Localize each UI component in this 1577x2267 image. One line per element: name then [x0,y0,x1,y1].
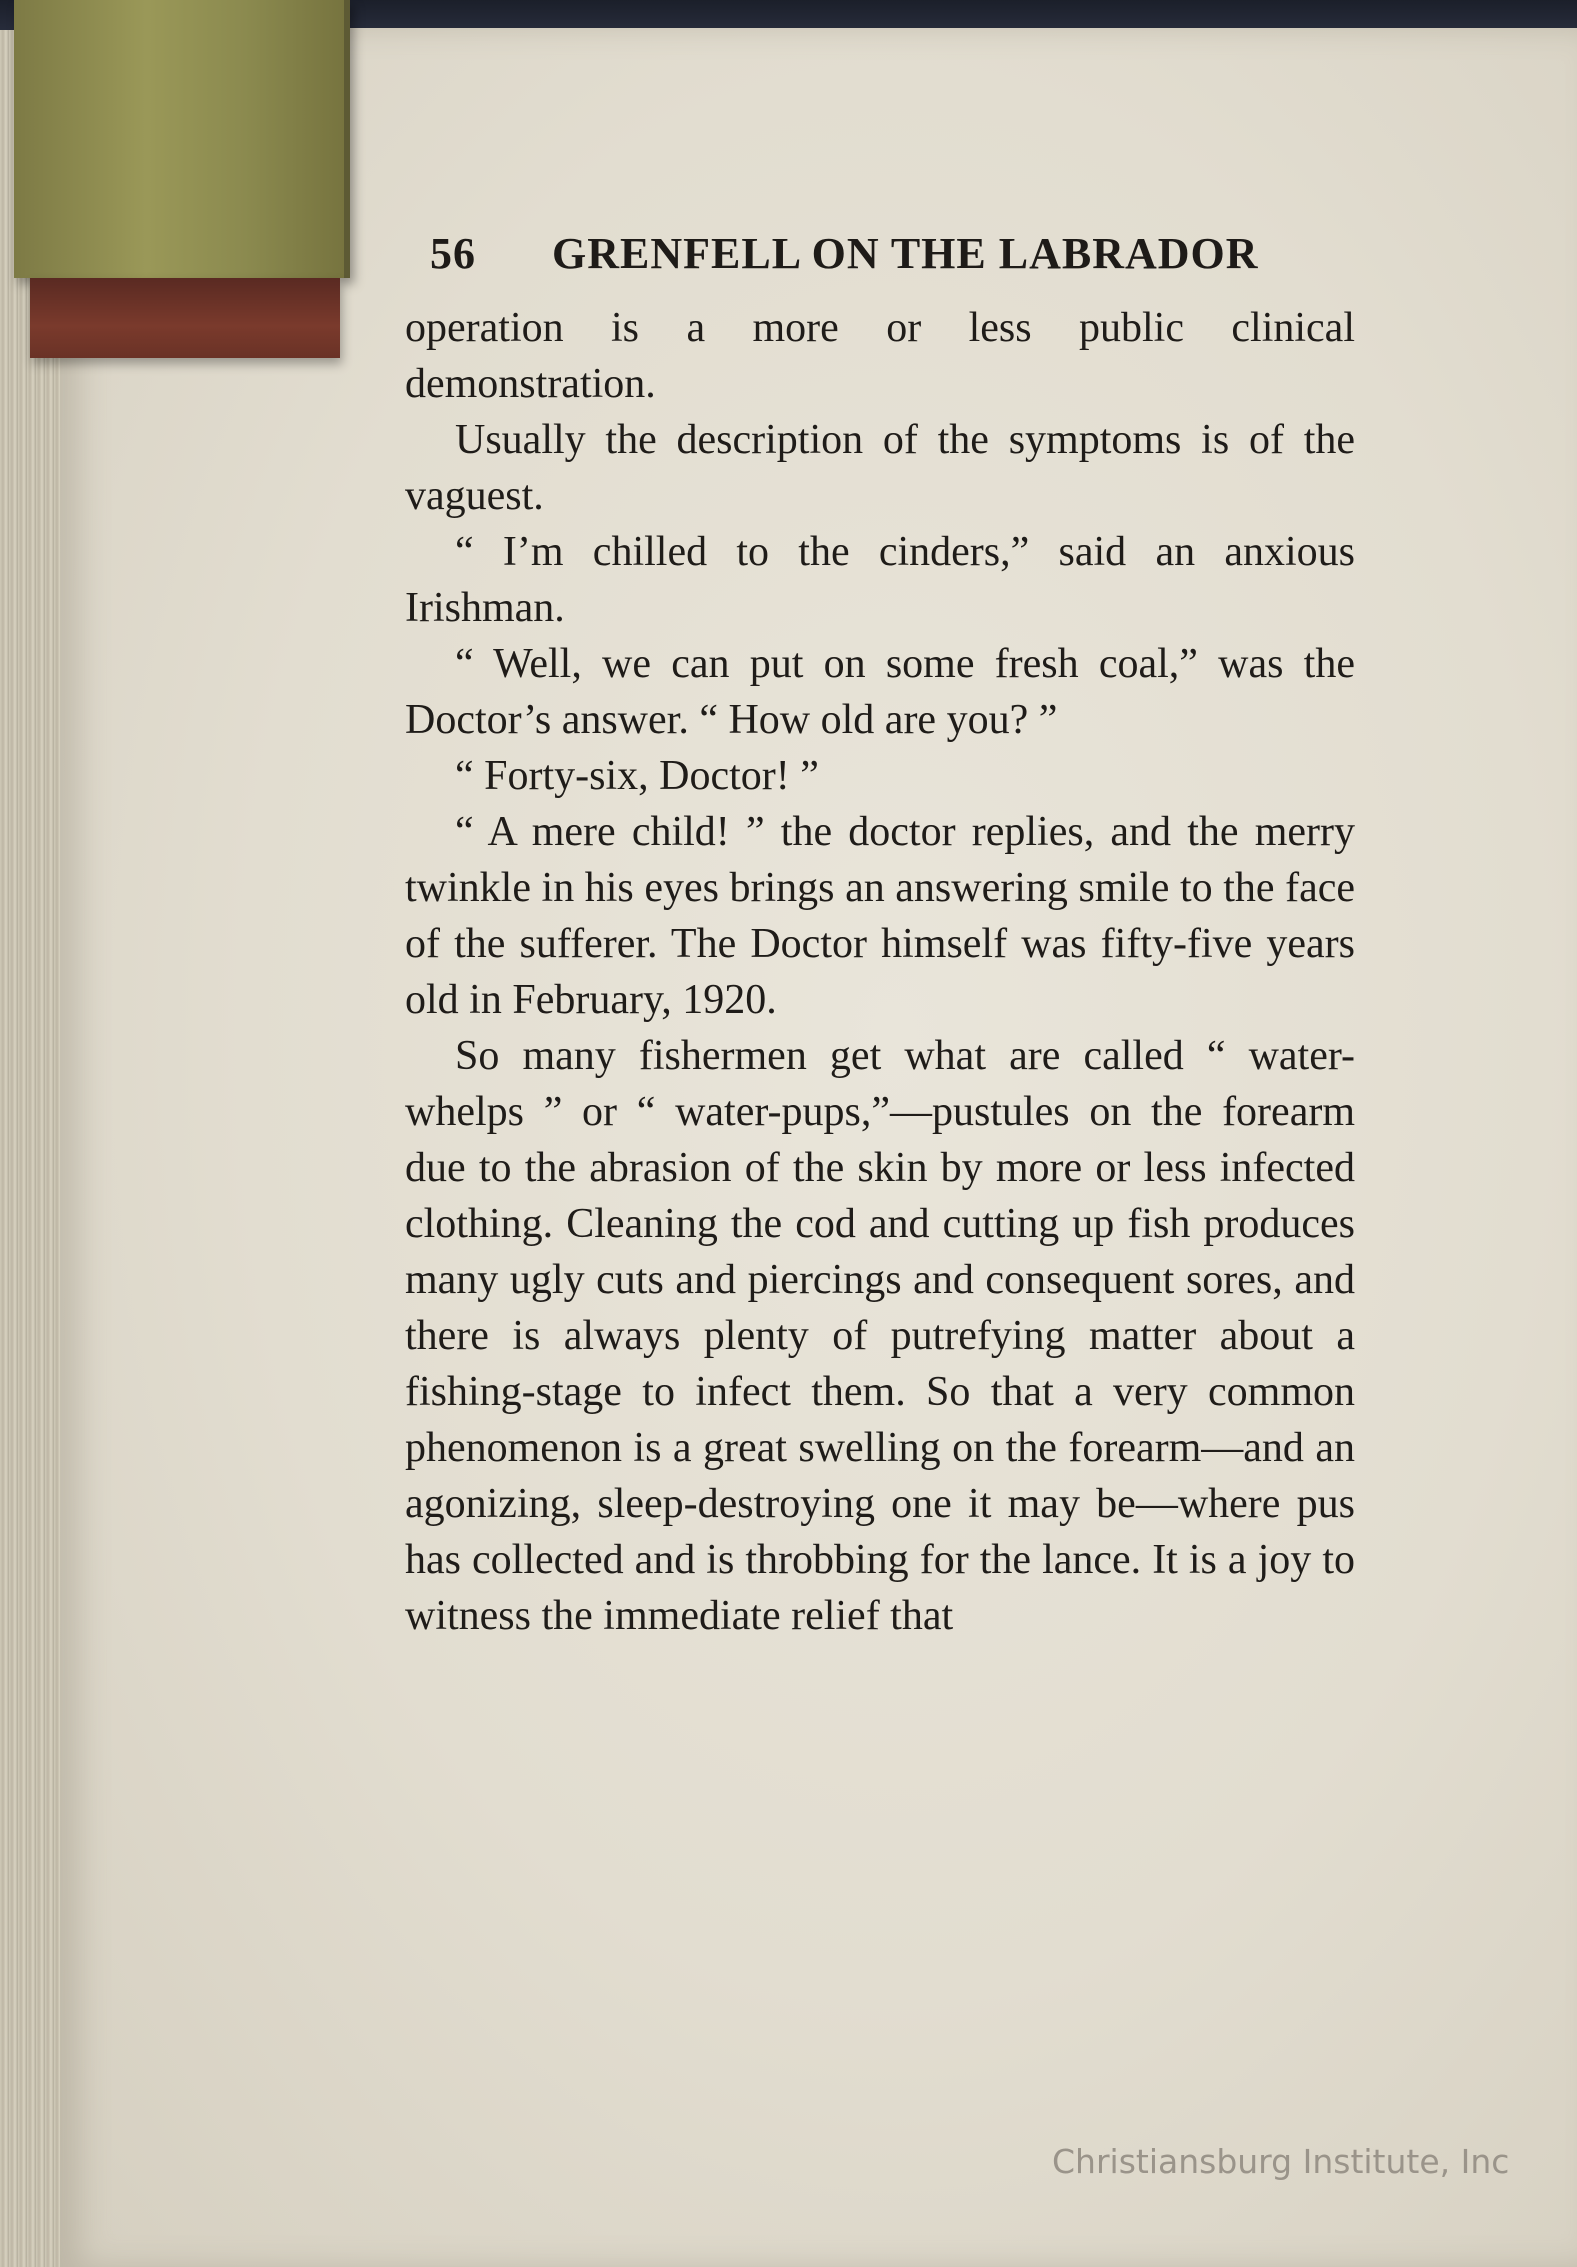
running-title: GRENFELL ON THE LABRADOR [552,229,1259,278]
page-number: 56 [430,229,476,278]
page-header [430,228,1350,288]
paragraph: operation is a more or less public clinical demonstration. [405,305,1355,407]
watermark: Christiansburg Institute, Inc [1052,2142,1510,2181]
book-cover-edge [30,278,340,358]
paragraph: “ Well, we can put on some fresh coal,” was the Doctor’s answer. “ How old are you? ” [405,641,1355,743]
paragraph: Usually the description of the symptoms is of the vaguest. [405,417,1355,519]
paragraph: “ Forty-six, Doctor! ” [455,753,819,799]
body-text [405,300,1355,1644]
paragraph: “ I’m chilled to the cinders,” said an anxious Irishman. [405,529,1355,631]
paragraph: So many fishermen get what are called “ water-whelps ” or “ water-pups,”—pustules on the forearm due to the abrasion of the skin by more or less infected clothing. Cleaning the cod and cutting up fish produces many ugly cuts and piercings and consequent sores, and there is always plenty of putrefying matter about a fishing-stage to infect them. So that a very common phenomenon is a great swelling on the forearm—and an agonizing, sleep-destroying one it may be—where pus has collected and is throbbing for the lance. It is a joy to witness the immediate relief that [405,1033,1355,1639]
book-cover-corner [14,0,350,278]
paragraph: “ A mere child! ” the doctor replies, and the merry twinkle in his eyes brings an answering smile to the face of the sufferer. The Doctor himself was fifty-five years old in February, 1920. [405,809,1355,1023]
